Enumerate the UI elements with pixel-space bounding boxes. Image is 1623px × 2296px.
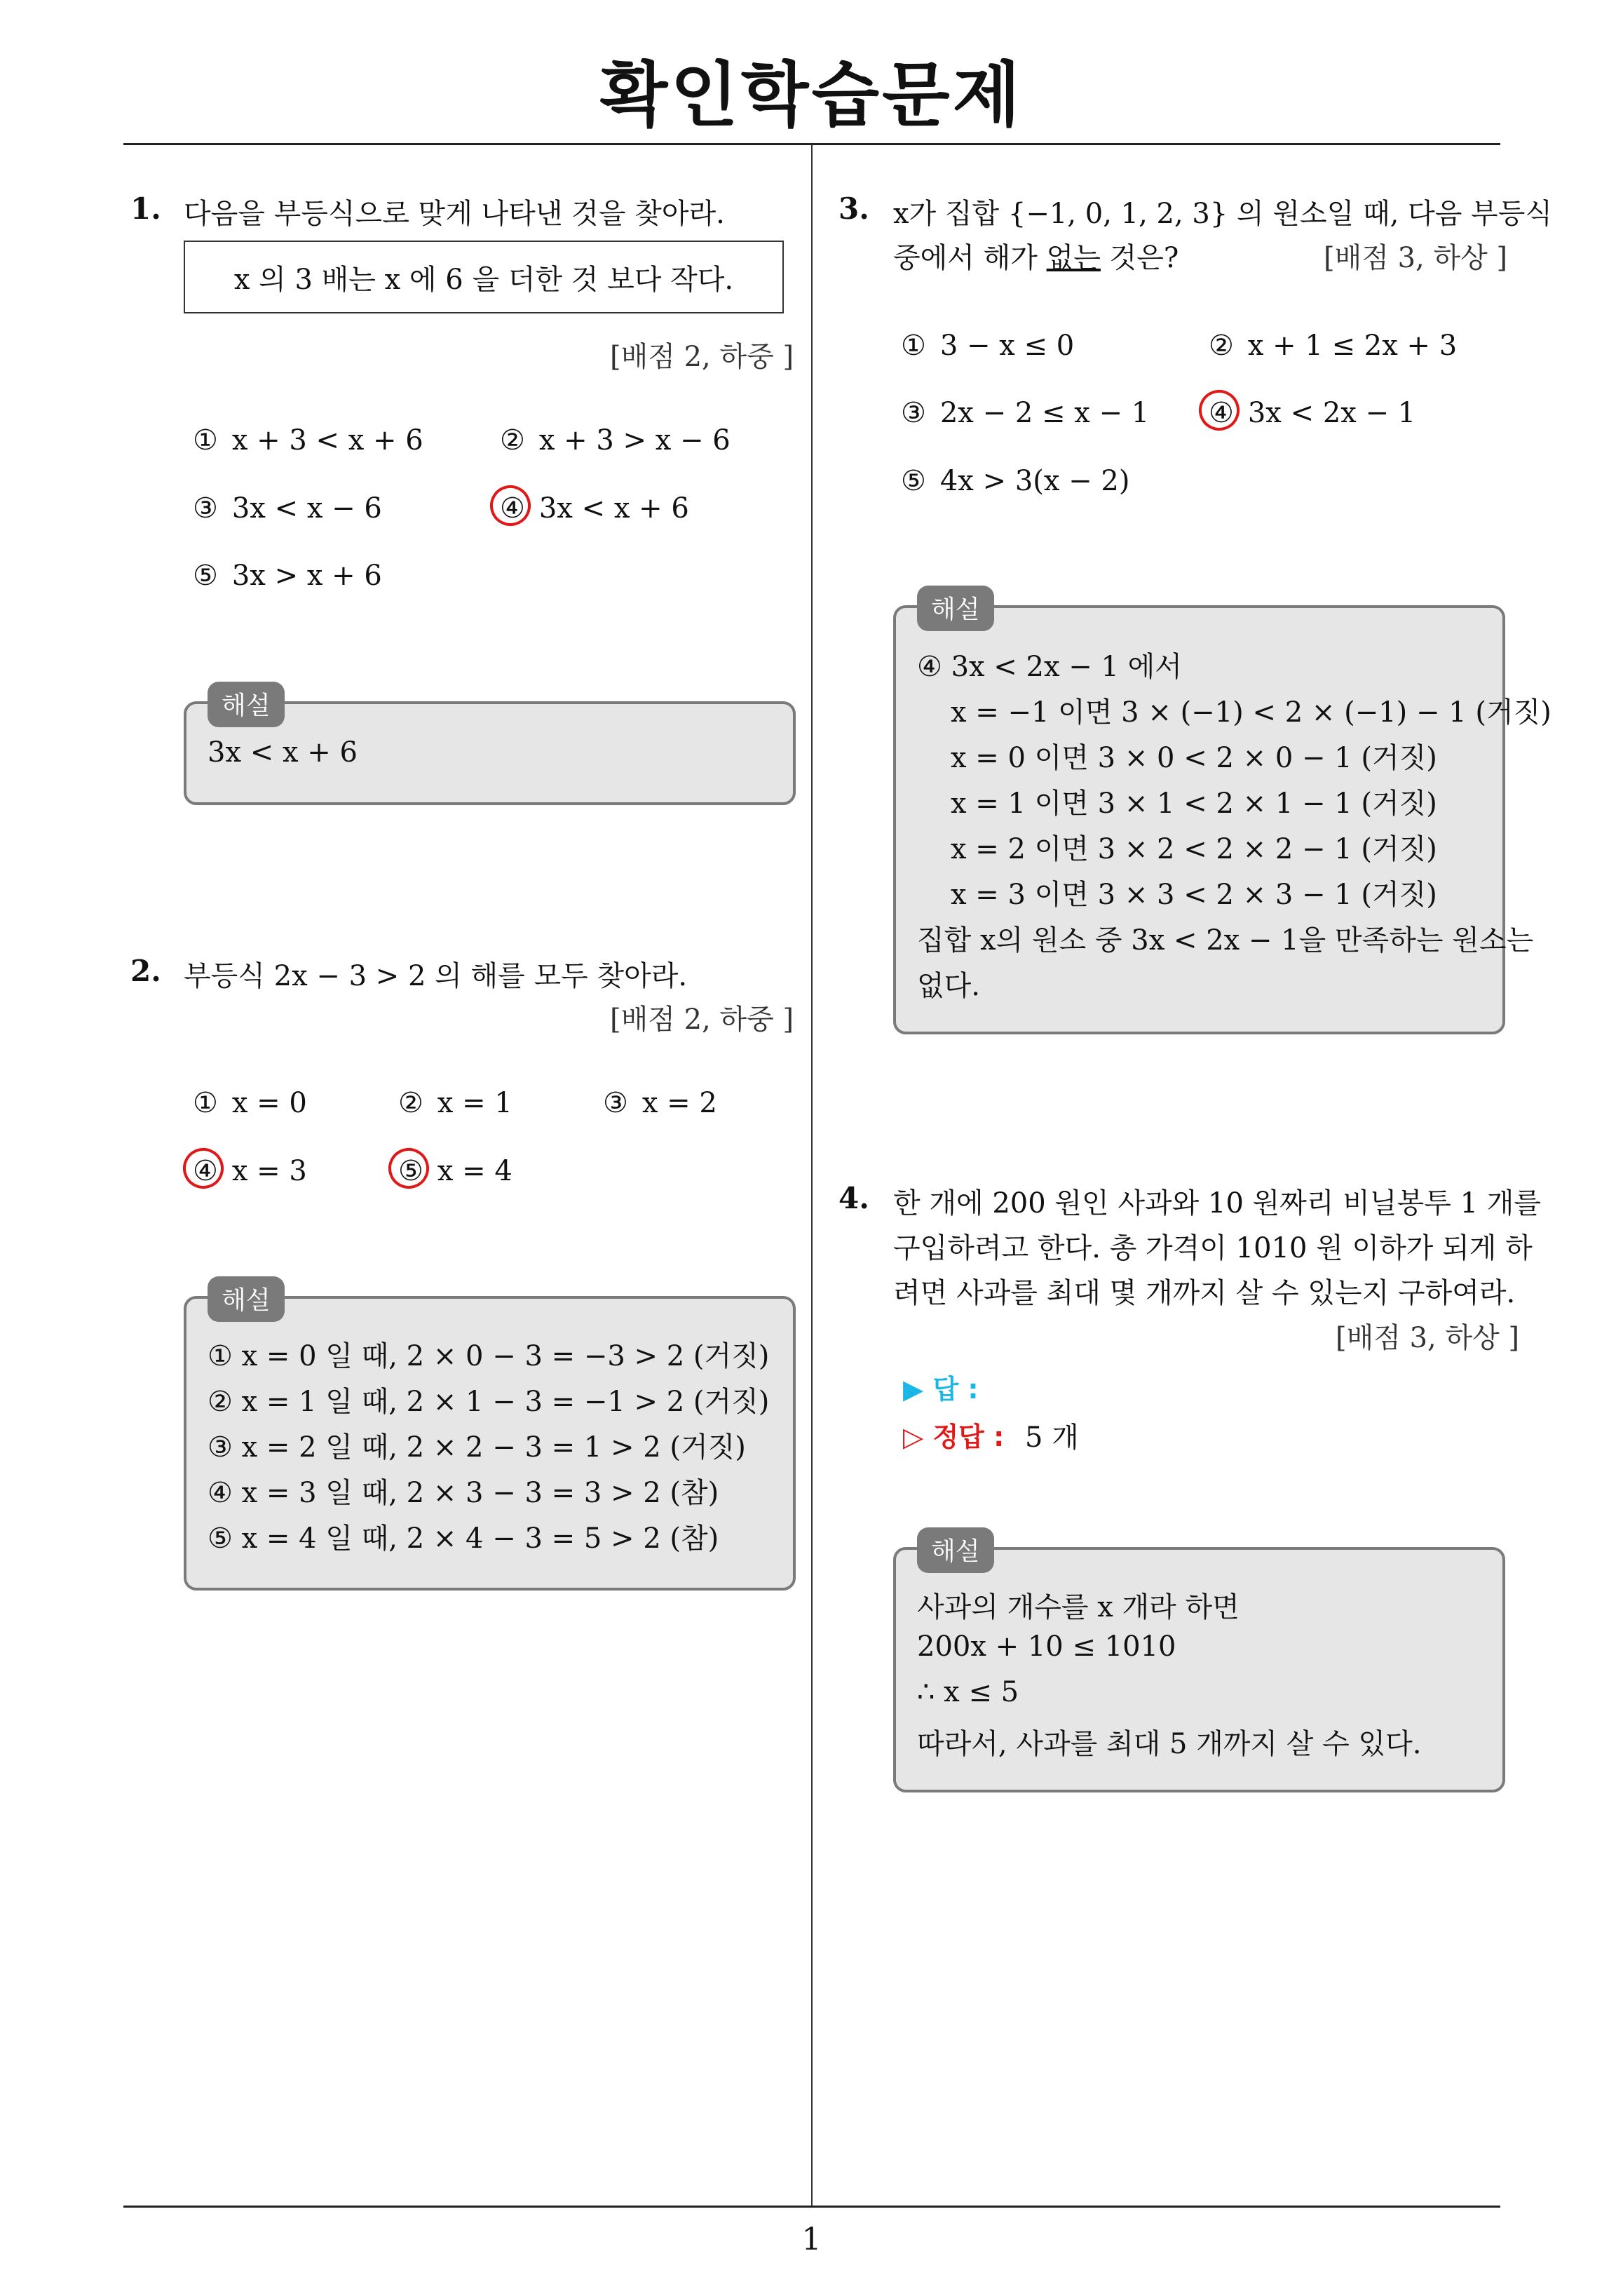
q2-choice-2[interactable] (398, 1087, 512, 1119)
q4-text-line: 한 개에 200 원인 사과와 10 원짜리 비닐봉투 1 개를 (893, 1187, 1542, 1220)
q4-correct-value: 5 개 (1025, 1422, 1079, 1454)
choice-number: ⑤ (901, 465, 926, 497)
q3-solution-line: ④ 3x < 2x − 1 에서 (917, 651, 1182, 683)
choice-number: ① (193, 424, 218, 457)
q2-solution-line: ① x = 0 일 때, 2 × 0 − 3 = −3 > 2 (거짓) (208, 1340, 770, 1372)
page-title: 확인학습문제 (599, 54, 1024, 136)
choice-expr: 4x > 3(x − 2) (939, 465, 1130, 497)
q3-solution-line: x = 1 이면 3 × 1 < 2 × 1 − 1 (거짓) (951, 788, 1437, 820)
choice-number: ③ (603, 1087, 628, 1119)
q3-choice-5[interactable] (901, 465, 1129, 497)
choice-number: ② (500, 424, 525, 457)
choice-expr: x = 3 (231, 1155, 307, 1187)
q3-text-pre: 중에서 해가 (893, 242, 1047, 274)
q3-solution-line: x = 2 이면 3 × 2 < 2 × 2 − 1 (거짓) (951, 833, 1437, 865)
selected-answer-mark: ④ (193, 1155, 218, 1187)
q2-number: 2. (130, 954, 161, 988)
q3-solution-line: x = 0 이면 3 × 0 < 2 × 0 − 1 (거짓) (951, 742, 1437, 774)
q4-solution-line: ∴ x ≤ 5 (917, 1676, 1019, 1708)
q1-meta: [배점 2, 하중 ] (610, 341, 794, 373)
q4-number: 4. (838, 1181, 869, 1215)
page-number: 1 (801, 2222, 822, 2257)
choice-expr: 3x > x + 6 (231, 560, 382, 592)
q4-solution-tag: 해설 (917, 1527, 994, 1573)
q3-text-line2 (893, 236, 1179, 276)
choice-expr: 3x < x + 6 (538, 492, 689, 525)
q4-text-line: 려면 사과를 최대 몇 개까지 살 수 있는지 구하여라. (893, 1277, 1516, 1309)
q3-text-line1: x가 집합 {−1, 0, 1, 2, 3} 의 원소일 때, 다음 부등식 (893, 198, 1552, 230)
choice-expr: x = 0 (231, 1087, 307, 1119)
q1-text: 다음을 부등식으로 맞게 나타낸 것을 찾아라. (184, 198, 725, 230)
choice-number: ③ (193, 492, 218, 525)
q3-choice-2[interactable] (1209, 330, 1457, 362)
choice-expr: 3 − x ≤ 0 (939, 330, 1075, 362)
q1-solution-line: 3x < x + 6 (208, 736, 358, 769)
q2-solution-tag: 해설 (208, 1276, 285, 1322)
choice-number: ① (193, 1087, 218, 1119)
q4-answer-label: ▶ 답 : (903, 1374, 979, 1405)
choice-expr: x + 3 > x − 6 (538, 424, 731, 457)
q2-choice-1[interactable] (193, 1087, 307, 1119)
q1-statement-box: x 의 3 배는 x 에 6 을 더한 것 보다 작다. (184, 241, 784, 313)
choice-expr: x = 1 (437, 1087, 512, 1119)
q4-text-line: 구입하려고 한다. 총 가격이 1010 원 이하가 되게 하 (893, 1232, 1533, 1264)
q4-meta: [배점 3, 하상 ] (1336, 1322, 1520, 1354)
q3-choice-4[interactable] (1209, 397, 1415, 429)
choice-expr: x = 2 (641, 1087, 717, 1119)
choice-expr: 2x − 2 ≤ x − 1 (939, 397, 1150, 429)
choice-expr: 3x < x − 6 (231, 492, 382, 525)
q2-meta: [배점 2, 하중 ] (610, 1004, 794, 1036)
q1-choice-4[interactable] (500, 492, 689, 525)
q2-choice-5[interactable] (398, 1155, 512, 1187)
q3-solution-line: 집합 x의 원소 중 3x < 2x − 1을 만족하는 원소는 (917, 924, 1534, 957)
q4-solution-line: 사과의 개수를 x 개라 하면 (917, 1591, 1240, 1623)
selected-answer-mark: ④ (500, 492, 525, 525)
selected-answer-mark: ④ (1209, 397, 1234, 429)
choice-number: ③ (901, 397, 926, 429)
q3-text-emphasis: 없는 (1046, 242, 1101, 274)
choice-number: ② (1209, 330, 1234, 362)
q3-solution-line: x = −1 이면 3 × (−1) < 2 × (−1) − 1 (거짓) (951, 696, 1551, 729)
q3-solution-tag: 해설 (917, 586, 994, 631)
choice-expr: 3x < 2x − 1 (1247, 397, 1416, 429)
q2-solution-line: ④ x = 3 일 때, 2 × 3 − 3 = 3 > 2 (참) (208, 1477, 719, 1509)
q1-number: 1. (130, 191, 161, 226)
q2-solution-line: ③ x = 2 일 때, 2 × 2 − 3 = 1 > 2 (거짓) (208, 1431, 746, 1464)
q2-solution-line: ⑤ x = 4 일 때, 2 × 4 − 3 = 5 > 2 (참) (208, 1522, 719, 1555)
q4-solution-line: 200x + 10 ≤ 1010 (917, 1630, 1176, 1663)
choice-number: ⑤ (193, 560, 218, 592)
choice-expr: x + 3 < x + 6 (231, 424, 423, 457)
q3-choice-3[interactable] (901, 397, 1149, 429)
q1-choice-3[interactable] (193, 492, 382, 525)
q3-choice-1[interactable] (901, 330, 1074, 362)
q1-choice-1[interactable] (193, 424, 423, 457)
column-divider (811, 144, 813, 2206)
choice-number: ② (398, 1087, 423, 1119)
q3-number: 3. (838, 191, 869, 226)
q1-solution-tag: 해설 (208, 682, 285, 727)
choice-number: ① (901, 330, 926, 362)
q3-solution-line: 없다. (917, 970, 980, 1002)
q2-text: 부등식 2x − 3 > 2 의 해를 모두 찾아라. (184, 960, 688, 992)
q3-meta: [배점 3, 하상 ] (1324, 242, 1508, 274)
q4-solution-line: 따라서, 사과를 최대 5 개까지 살 수 있다. (917, 1728, 1422, 1760)
selected-answer-mark: ⑤ (398, 1155, 423, 1187)
q3-text-post: 것은? (1100, 242, 1179, 274)
q3-solution-line: x = 3 이면 3 × 3 < 2 × 3 − 1 (거짓) (951, 879, 1437, 911)
bottom-rule (123, 2206, 1500, 2208)
q1-choice-5[interactable] (193, 560, 382, 592)
q1-choice-2[interactable] (500, 424, 731, 457)
q4-correct-label: ▷ 정답 : (903, 1422, 1005, 1452)
choice-expr: x + 1 ≤ 2x + 3 (1247, 330, 1458, 362)
q2-solution-line: ② x = 1 일 때, 2 × 1 − 3 = −1 > 2 (거짓) (208, 1386, 770, 1418)
q2-choice-4[interactable] (193, 1155, 307, 1187)
q2-choice-3[interactable] (603, 1087, 717, 1119)
choice-expr: x = 4 (437, 1155, 512, 1187)
